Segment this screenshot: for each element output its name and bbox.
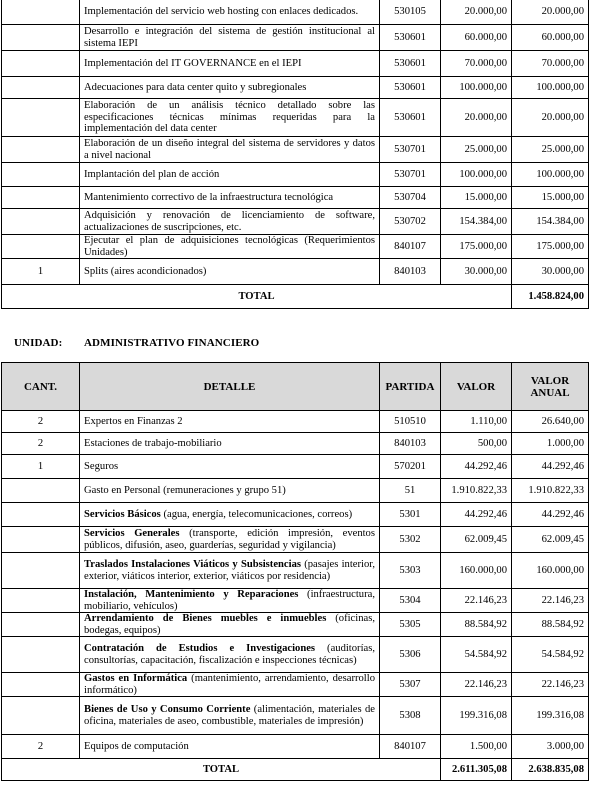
cell-cant: 2 — [2, 433, 80, 455]
detalle-text: Ejecutar el plan de adquisiciones tecnológicas (Requerimientos Unidades) — [84, 235, 375, 258]
detalle-text: (mantenimiento, arrendamiento, desarrollo informático) — [84, 673, 375, 696]
cell-valor-anual: 1.000,00 — [512, 433, 589, 455]
cell-partida: 840107 — [380, 235, 441, 259]
detalle-text: (agua, energía, telecomunicaciones, correos) — [160, 508, 353, 520]
cell-partida: 840103 — [380, 259, 441, 285]
table-row — [2, 25, 589, 51]
cell-detalle — [80, 503, 380, 527]
cell-valor: 20.000,00 — [441, 0, 512, 25]
detalle-text: (infraestructura, mobiliario, vehículos) — [84, 589, 375, 612]
cell-detalle — [80, 187, 380, 209]
header-detalle: DETALLE — [80, 363, 380, 411]
cell-valor-anual: 100.000,00 — [512, 77, 589, 99]
detalle-text: Implementación del IT GOVERNANCE en el IEPI — [84, 57, 302, 69]
cell-valor: 22.146,23 — [441, 589, 512, 613]
detalle-text: (oficinas, bodegas, equipos) — [84, 613, 375, 636]
table-row — [2, 455, 589, 479]
cell-detalle — [80, 637, 380, 673]
table-row — [2, 187, 589, 209]
cell-cant — [2, 137, 80, 163]
detalle-text: Implementación del servicio web hosting con enlaces dedicados. — [84, 5, 359, 17]
unit-label: UNIDAD: — [14, 337, 63, 349]
cell-partida: 5301 — [380, 503, 441, 527]
cell-valor-anual: 20.000,00 — [512, 0, 589, 25]
cell-valor-anual: 100.000,00 — [512, 163, 589, 187]
total-valor: 2.611.305,08 — [441, 759, 512, 781]
cell-detalle — [80, 0, 380, 25]
cell-valor: 62.009,45 — [441, 527, 512, 553]
cell-valor-anual: 60.000,00 — [512, 25, 589, 51]
cell-valor: 1.910.822,33 — [441, 479, 512, 503]
cell-cant — [2, 613, 80, 637]
detalle-text: Desarrollo e integración del sistema de gestión institucional al sistema IEPI — [84, 26, 375, 49]
header-cant: CANT. — [2, 363, 80, 411]
cell-cant — [2, 479, 80, 503]
cell-valor-anual: 62.009,45 — [512, 527, 589, 553]
cell-valor-anual: 154.384,00 — [512, 209, 589, 235]
cell-valor-anual: 15.000,00 — [512, 187, 589, 209]
cell-valor-anual: 3.000,00 — [512, 735, 589, 759]
budget-table-admin-body — [2, 411, 589, 759]
cell-valor-anual: 199.316,08 — [512, 697, 589, 735]
detalle-text: Estaciones de trabajo-mobiliario — [84, 437, 222, 449]
budget-table-admin — [1, 362, 589, 781]
table-row — [2, 527, 589, 553]
table-row — [2, 697, 589, 735]
cell-detalle — [80, 235, 380, 259]
cell-partida: 530601 — [380, 51, 441, 77]
total-label: TOTAL — [2, 285, 512, 309]
cell-partida: 5306 — [380, 637, 441, 673]
budget-table-top-body — [2, 0, 589, 285]
cell-valor-anual: 22.146,23 — [512, 589, 589, 613]
cell-partida: 5305 — [380, 613, 441, 637]
unit-name: ADMINISTRATIVO FINANCIERO — [84, 337, 260, 349]
table-row — [2, 637, 589, 673]
cell-valor-anual: 54.584,92 — [512, 637, 589, 673]
table-row — [2, 479, 589, 503]
detalle-text: Gasto en Personal (remuneraciones y grupo 51) — [84, 484, 286, 496]
total-row — [2, 759, 589, 781]
detalle-text: Seguros — [84, 460, 119, 472]
table-row — [2, 0, 589, 25]
cell-detalle — [80, 163, 380, 187]
cell-cant — [2, 51, 80, 77]
cell-valor-anual: 44.292,46 — [512, 503, 589, 527]
cell-valor-anual: 20.000,00 — [512, 99, 589, 137]
detalle-heading: Instalación, Mantenimiento y Reparaciones — [84, 589, 299, 600]
detalle-text: Adecuaciones para data center quito y subregionales — [84, 81, 307, 93]
cell-cant: 1 — [2, 455, 80, 479]
cell-partida: 570201 — [380, 455, 441, 479]
cell-partida: 530701 — [380, 163, 441, 187]
detalle-heading: Traslados Instalaciones Viáticos y Subsistencias — [84, 559, 301, 570]
total-value: 1.458.824,00 — [512, 285, 589, 309]
detalle-text: (auditorías, consultorías, capacitación, fiscalización e inspecciones técnicas) — [84, 643, 375, 666]
cell-valor-anual: 70.000,00 — [512, 51, 589, 77]
header-valor-anual: VALOR ANUAL — [512, 363, 589, 411]
cell-detalle — [80, 673, 380, 697]
cell-cant — [2, 99, 80, 137]
cell-valor-anual: 30.000,00 — [512, 259, 589, 285]
cell-cant — [2, 25, 80, 51]
cell-partida: 530702 — [380, 209, 441, 235]
cell-valor: 88.584,92 — [441, 613, 512, 637]
cell-partida: 5307 — [380, 673, 441, 697]
cell-detalle — [80, 137, 380, 163]
cell-valor: 160.000,00 — [441, 553, 512, 589]
cell-detalle — [80, 209, 380, 235]
table-row — [2, 137, 589, 163]
table-row — [2, 235, 589, 259]
cell-detalle — [80, 479, 380, 503]
cell-valor: 1.110,00 — [441, 411, 512, 433]
total-label: TOTAL — [2, 759, 441, 781]
cell-cant — [2, 637, 80, 673]
table-row — [2, 589, 589, 613]
cell-valor: 22.146,23 — [441, 673, 512, 697]
cell-detalle — [80, 77, 380, 99]
table-row — [2, 735, 589, 759]
header-valor: VALOR — [441, 363, 512, 411]
cell-cant: 1 — [2, 259, 80, 285]
cell-partida: 5304 — [380, 589, 441, 613]
cell-detalle — [80, 553, 380, 589]
cell-detalle — [80, 433, 380, 455]
detalle-text: Mantenimiento correctivo de la infraestructura tecnológica — [84, 191, 334, 203]
detalle-text: (alimentación, materiales de oficina, materiales de aseo, combustible, materiales de impresión) — [84, 704, 375, 727]
cell-valor: 1.500,00 — [441, 735, 512, 759]
cell-detalle — [80, 527, 380, 553]
cell-cant — [2, 503, 80, 527]
cell-valor: 25.000,00 — [441, 137, 512, 163]
detalle-heading: Arrendamiento de Bienes muebles e inmuebles — [84, 613, 327, 624]
cell-cant — [2, 673, 80, 697]
header-partida: PARTIDA — [380, 363, 441, 411]
cell-valor: 70.000,00 — [441, 51, 512, 77]
detalle-text: (transporte, edición impresión, eventos públicos, difusión, aseo, guarderías, seguridad y vigilancia) — [84, 528, 375, 551]
cell-cant — [2, 697, 80, 735]
cell-valor-anual: 88.584,92 — [512, 613, 589, 637]
cell-cant — [2, 527, 80, 553]
cell-detalle — [80, 99, 380, 137]
cell-detalle — [80, 25, 380, 51]
cell-detalle — [80, 259, 380, 285]
cell-partida: 530704 — [380, 187, 441, 209]
table-row — [2, 503, 589, 527]
detalle-text: (pasajes interior, exterior, viáticos interior, exterior, viáticos por residencia) — [84, 559, 375, 582]
detalle-text: Expertos en Finanzas 2 — [84, 415, 183, 427]
table-row — [2, 673, 589, 697]
detalle-text: Adquisición y renovación de licenciamiento de software, actualizaciones de suscripciones, etc. — [84, 210, 375, 233]
cell-cant — [2, 589, 80, 613]
cell-valor-anual: 175.000,00 — [512, 235, 589, 259]
cell-partida: 5308 — [380, 697, 441, 735]
cell-valor-anual: 22.146,23 — [512, 673, 589, 697]
cell-cant — [2, 77, 80, 99]
detalle-heading: Bienes de Uso y Consumo Corriente — [84, 704, 251, 715]
cell-partida: 530601 — [380, 99, 441, 137]
cell-valor: 199.316,08 — [441, 697, 512, 735]
table-row — [2, 51, 589, 77]
cell-valor: 20.000,00 — [441, 99, 512, 137]
cell-valor: 54.584,92 — [441, 637, 512, 673]
cell-cant — [2, 553, 80, 589]
cell-valor-anual: 160.000,00 — [512, 553, 589, 589]
cell-cant — [2, 235, 80, 259]
cell-valor: 44.292,46 — [441, 455, 512, 479]
cell-detalle — [80, 51, 380, 77]
cell-cant — [2, 0, 80, 25]
cell-detalle — [80, 589, 380, 613]
cell-partida: 5302 — [380, 527, 441, 553]
cell-valor: 500,00 — [441, 433, 512, 455]
cell-valor-anual: 26.640,00 — [512, 411, 589, 433]
cell-valor-anual: 44.292,46 — [512, 455, 589, 479]
cell-valor: 175.000,00 — [441, 235, 512, 259]
cell-detalle — [80, 613, 380, 637]
table-row — [2, 77, 589, 99]
cell-partida: 51 — [380, 479, 441, 503]
table-row — [2, 259, 589, 285]
cell-cant: 2 — [2, 735, 80, 759]
table-row — [2, 99, 589, 137]
cell-partida: 840107 — [380, 735, 441, 759]
detalle-text: Splits (aires acondicionados) — [84, 265, 207, 277]
detalle-heading: Servicios Básicos — [84, 508, 161, 520]
cell-cant: 2 — [2, 411, 80, 433]
cell-partida: 5303 — [380, 553, 441, 589]
detalle-text: Equipos de computación — [84, 740, 189, 752]
total-valor-anual: 2.638.835,08 — [512, 759, 589, 781]
table-row — [2, 553, 589, 589]
cell-valor: 100.000,00 — [441, 77, 512, 99]
total-row — [2, 285, 589, 309]
cell-valor: 60.000,00 — [441, 25, 512, 51]
cell-cant — [2, 163, 80, 187]
detalle-heading: Servicios Generales — [84, 528, 180, 539]
cell-detalle — [80, 735, 380, 759]
cell-cant — [2, 187, 80, 209]
cell-valor-anual: 25.000,00 — [512, 137, 589, 163]
cell-partida: 840103 — [380, 433, 441, 455]
header-row — [2, 363, 589, 411]
cell-valor: 44.292,46 — [441, 503, 512, 527]
cell-cant — [2, 209, 80, 235]
table-row — [2, 163, 589, 187]
detalle-text: Elaboración de un diseño integral del sistema de servidores y datos a nivel nacional — [84, 138, 375, 161]
cell-detalle — [80, 411, 380, 433]
cell-partida: 530601 — [380, 25, 441, 51]
cell-valor: 15.000,00 — [441, 187, 512, 209]
cell-valor: 30.000,00 — [441, 259, 512, 285]
table-row — [2, 411, 589, 433]
cell-valor-anual: 1.910.822,33 — [512, 479, 589, 503]
table-row — [2, 209, 589, 235]
cell-partida: 530105 — [380, 0, 441, 25]
cell-partida: 510510 — [380, 411, 441, 433]
cell-valor: 100.000,00 — [441, 163, 512, 187]
detalle-text: Implantación del plan de acción — [84, 168, 220, 180]
unit-heading — [14, 337, 259, 349]
cell-partida: 530701 — [380, 137, 441, 163]
table-row — [2, 433, 589, 455]
table-row — [2, 613, 589, 637]
cell-detalle — [80, 697, 380, 735]
detalle-heading: Contratación de Estudios e Investigaciones — [84, 643, 316, 654]
budget-table-top — [1, 0, 589, 309]
cell-valor: 154.384,00 — [441, 209, 512, 235]
cell-detalle — [80, 455, 380, 479]
detalle-text: Elaboración de un análisis técnico detallado sobre las especificaciones técnicas mínimas requeridas para la implementación del data center — [84, 100, 375, 135]
cell-partida: 530601 — [380, 77, 441, 99]
detalle-heading: Gastos en Informática — [84, 673, 188, 684]
